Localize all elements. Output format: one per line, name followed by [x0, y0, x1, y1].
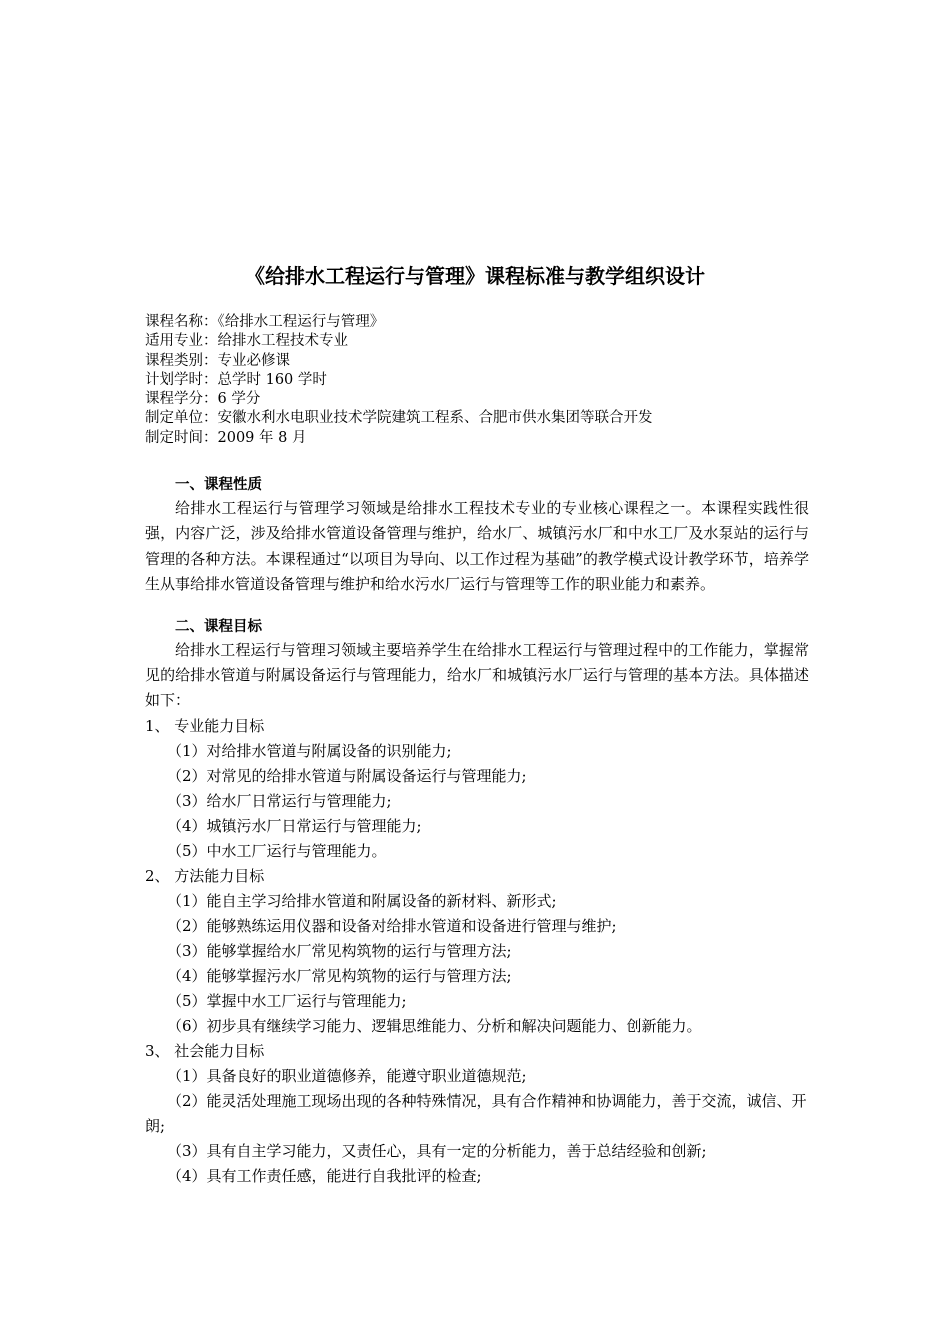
list-item: （2）能灵活处理施工现场出现的各种特殊情况，具有合作精神和协调能力，善于交流，诚信、开朗; [145, 1091, 807, 1135]
list-item: （4）具有工作责任感，能进行自我批评的检查; [167, 1166, 482, 1185]
applicable-major: 适用专业：给排水工程技术专业 [145, 333, 348, 350]
section-course-nature [145, 474, 809, 598]
list-item: （5）中水工厂运行与管理能力。 [167, 841, 387, 860]
course-info-block [145, 313, 825, 448]
section-heading: 二、课程目标 [175, 618, 262, 635]
list-item: （4）城镇污水厂日常运行与管理能力; [167, 816, 422, 835]
list-item: （6）初步具有继续学习能力、逻辑思维能力、分析和解决问题能力、创新能力。 [167, 1016, 702, 1035]
list-item: （4）能够掌握污水厂常见构筑物的运行与管理方法; [167, 966, 512, 985]
list-item: （5）掌握中水工厂运行与管理能力; [167, 991, 407, 1010]
planned-hours: 计划学时：总学时 160 学时 [145, 371, 327, 388]
list-item: （2）对常见的给排水管道与附属设备运行与管理能力; [167, 766, 527, 785]
objective-group-method [145, 864, 809, 1039]
document-title: 《给排水工程运行与管理》课程标准与教学组织设计 [245, 264, 705, 288]
developed-date: 制定时间：2009 年 8 月 [145, 429, 307, 446]
list-item: （1）具备良好的职业道德修养，能遵守职业道德规范; [167, 1066, 527, 1085]
developing-unit: 制定单位：安徽水利水电职业技术学院建筑工程系、合肥市供水集团等联合开发 [145, 410, 653, 427]
list-item: （2）能够熟练运用仪器和设备对给排水管道和设备进行管理与维护; [167, 916, 617, 935]
group-heading: 2、 方法能力目标 [145, 866, 265, 885]
list-item: （3）能够掌握给水厂常见构筑物的运行与管理方法; [167, 941, 512, 960]
course-category: 课程类别：专业必修课 [145, 352, 290, 369]
section-paragraph: 给排水工程运行与管理学习领域是给排水工程技术专业的专业核心课程之一。本课程实践性很强，内容广泛，涉及给排水管道设备管理与维护，给水厂、城镇污水厂和中水工厂及水泵站的运行与管理的各种方法。本课程通过“以项目为导向、以工作过程为基础”的教学模式设计教学环节，培养学生从事给排水管道设备管理与维护和给水污水厂运行与管理等工作的职业能力和素养。 [145, 499, 809, 594]
list-item: （1）对给排水管道与附属设备的识别能力; [167, 741, 452, 760]
list-item: （3）具有自主学习能力，又责任心，具有一定的分析能力，善于总结经验和创新; [167, 1141, 707, 1160]
course-name: 课程名称：《给排水工程运行与管理》 [145, 314, 385, 330]
list-item: （3）给水厂日常运行与管理能力; [167, 791, 392, 810]
section-heading: 一、课程性质 [175, 477, 262, 493]
group-heading: 3、 社会能力目标 [145, 1041, 265, 1060]
section-paragraph: 给排水工程运行与管理习领域主要培养学生在给排水工程运行与管理过程中的工作能力，掌握常见的给排水管道与附属设备运行与管理能力，给水厂和城镇污水厂运行与管理的基本方法。具体描述如下： [145, 640, 809, 710]
course-credits: 课程学分：6 学分 [145, 391, 261, 408]
list-item: （1）能自主学习给排水管道和附属设备的新材料、新形式; [167, 891, 557, 910]
objective-group-professional [145, 714, 809, 864]
document-body [145, 474, 809, 1189]
group-heading: 1、 专业能力目标 [145, 716, 265, 735]
objective-group-social [145, 1039, 809, 1189]
section-course-objectives [145, 616, 809, 1189]
